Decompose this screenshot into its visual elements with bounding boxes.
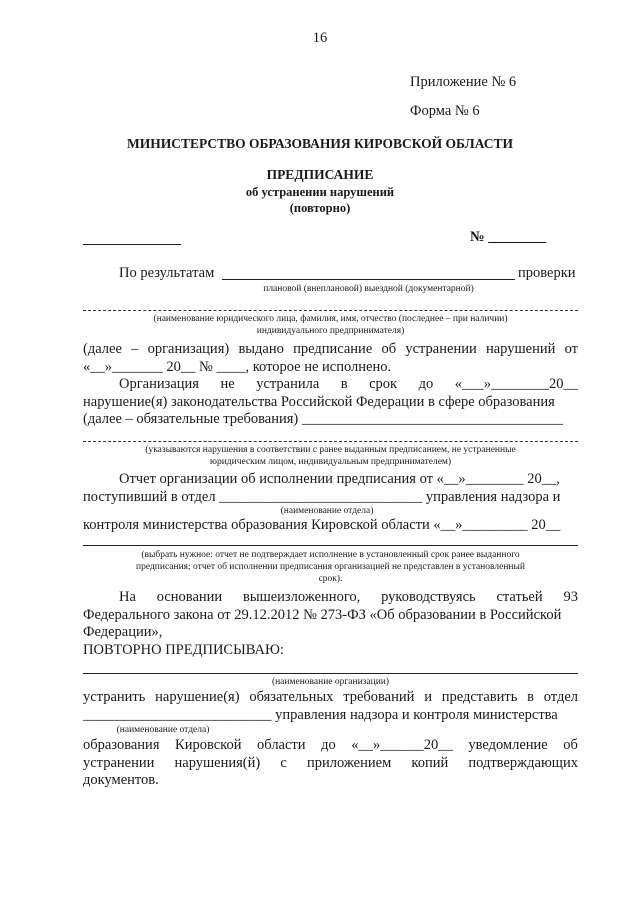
- appendix-label: Приложение № 6: [410, 74, 517, 90]
- document-subtitle: об устранении нарушений: [245, 185, 395, 199]
- choice-note-2: предписания; отчет об исполнении предписания организацией не представлен в установленный: [136, 562, 525, 572]
- organization-note: (наименование организации): [271, 677, 390, 687]
- page-number: 16: [312, 30, 328, 46]
- basis-line: На основании вышеизложенного, руководствуясь статьей 93: [119, 589, 578, 605]
- date-line: [83, 244, 181, 245]
- choice-line: [83, 545, 578, 546]
- document-title: ПРЕДПИСАНИЕ: [266, 167, 374, 182]
- violations-note-1: (указываются нарушения в соответствии с ранее выданным предписанием, не устраненные: [145, 445, 516, 455]
- document-number: № ________: [470, 229, 547, 245]
- department-note-2: (наименование отдела): [116, 725, 210, 735]
- repeat-order-heading: ПОВТОРНО ПРЕДПИСЫВАЮ:: [83, 642, 284, 658]
- ministry-title: МИНИСТЕРСТВО ОБРАЗОВАНИЯ КИРОВСКОЙ ОБЛАСТИ: [126, 136, 514, 151]
- form-label: Форма № 6: [410, 103, 480, 119]
- report-line: Отчет организации об исполнении предписания от «__»________ 20__,: [119, 471, 560, 487]
- remedy-line: устранить нарушение(я) обязательных требований и представить в отдел: [83, 689, 578, 705]
- organization-line: [83, 673, 578, 674]
- org-name-note-2: индивидуального предпринимателя): [256, 326, 405, 336]
- federation-line: Федерации»,: [83, 624, 163, 640]
- inspection-type-line: [222, 279, 515, 280]
- documents-line: документов.: [83, 772, 159, 788]
- department-control-line: __________________________ управления надзора и контроля министерства: [83, 707, 558, 723]
- notification-line: устранении нарушения(й) с приложением копий подтверждающих: [83, 755, 578, 771]
- inspection-type-note: плановой (внеплановой) выездной (документарной): [263, 284, 474, 294]
- deadline-line: образования Кировской области до «__»______20__ уведомление об: [83, 737, 578, 753]
- document-repeat: (повторно): [289, 201, 351, 215]
- ministry-control-line: контроля министерства образования Кировской области «__»_________ 20__: [83, 517, 561, 533]
- not-remedied-line: Организация не устранила в срок до «___»________20__: [119, 376, 578, 392]
- paragraph-issued: (далее – организация) выдано предписание об устранении нарушений от: [83, 341, 578, 357]
- by-results-text: По результатам: [119, 265, 215, 281]
- violations-note-2: юридическим лицом, индивидуальным предпринимателем): [209, 457, 452, 467]
- org-name-note-1: (наименование юридического лица, фамилия, имя, отчество (последнее – при наличии): [153, 314, 508, 324]
- violation-line: нарушение(я) законодательства Российской Федерации в сфере образования: [83, 394, 555, 410]
- org-name-line: [83, 310, 578, 311]
- received-line: поступивший в отдел ____________________________ управления надзора и: [83, 489, 561, 505]
- inspection-text: проверки: [518, 265, 576, 281]
- choice-note-1: (выбрать нужное: отчет не подтверждает исполнение в установленный срок ранее выданного: [141, 550, 520, 560]
- federal-law-line: Федерального закона от 29.12.2012 № 273-ФЗ «Об образовании в Российской: [83, 607, 562, 623]
- department-note: (наименование отдела): [280, 506, 374, 516]
- violations-line: [83, 441, 578, 442]
- prior-order-line: «__»_______ 20__ № ____, которое не исполнено.: [83, 359, 392, 375]
- requirements-line: (далее – обязательные требования) ____________________________________: [83, 411, 563, 427]
- choice-note-3: срок).: [318, 574, 343, 584]
